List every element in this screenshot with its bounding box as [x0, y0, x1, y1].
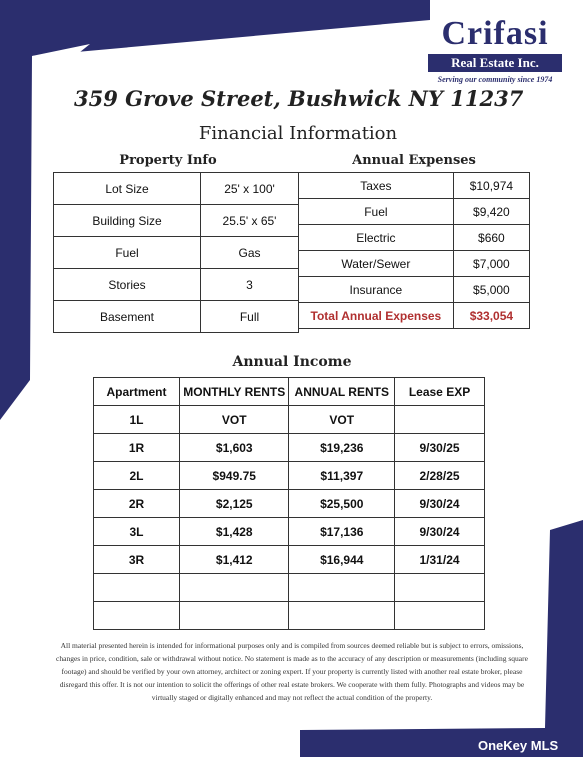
income-cell: VOT	[289, 406, 395, 434]
income-cell: $949.75	[180, 462, 289, 490]
income-cell	[395, 574, 485, 602]
annual-income-table	[93, 377, 485, 630]
income-cell: $2,125	[180, 490, 289, 518]
income-cell: 2R	[94, 490, 180, 518]
expense-total-row	[299, 303, 530, 329]
income-row	[94, 602, 485, 630]
income-cell	[289, 602, 395, 630]
property-label: Lot Size	[54, 173, 201, 205]
income-cell: $16,944	[289, 546, 395, 574]
income-cell: VOT	[180, 406, 289, 434]
expense-row	[299, 251, 530, 277]
income-cell: $25,500	[289, 490, 395, 518]
income-row	[94, 574, 485, 602]
annual-expenses-title: Annual Expenses	[352, 153, 476, 168]
property-row	[54, 269, 299, 301]
expense-total-value: $33,054	[453, 303, 529, 329]
expense-label: Water/Sewer	[299, 251, 454, 277]
property-row	[54, 173, 299, 205]
income-cell	[94, 574, 180, 602]
income-cell: $11,397	[289, 462, 395, 490]
expense-label: Taxes	[299, 173, 454, 199]
income-cell: 3L	[94, 518, 180, 546]
annual-income-title: Annual Income	[232, 354, 352, 370]
income-cell: $1,603	[180, 434, 289, 462]
property-value: 3	[201, 269, 299, 301]
watermark: OneKey MLS	[478, 738, 559, 753]
expense-row	[299, 199, 530, 225]
income-cell: $1,428	[180, 518, 289, 546]
expense-row	[299, 225, 530, 251]
company-logo	[420, 16, 570, 84]
logo-name: Crifasi	[441, 15, 549, 52]
income-cell	[395, 406, 485, 434]
income-header: Lease EXP	[395, 378, 485, 406]
property-value: 25.5' x 65'	[201, 205, 299, 237]
income-cell: 9/30/25	[395, 434, 485, 462]
expense-value: $9,420	[453, 199, 529, 225]
income-row	[94, 518, 485, 546]
expense-value: $5,000	[453, 277, 529, 303]
income-cell: $1,412	[180, 546, 289, 574]
income-cell: 9/30/24	[395, 490, 485, 518]
income-cell	[289, 574, 395, 602]
income-header: MONTHLY RENTS	[180, 378, 289, 406]
property-value: Full	[201, 301, 299, 333]
property-label: Building Size	[54, 205, 201, 237]
property-row	[54, 301, 299, 333]
income-header-row	[94, 378, 485, 406]
income-cell: 2/28/25	[395, 462, 485, 490]
income-row	[94, 406, 485, 434]
expense-label: Fuel	[299, 199, 454, 225]
expense-value: $7,000	[453, 251, 529, 277]
income-row	[94, 490, 485, 518]
property-row	[54, 237, 299, 269]
annual-expenses-table	[298, 172, 530, 329]
income-row	[94, 462, 485, 490]
income-cell: 9/30/24	[395, 518, 485, 546]
property-label: Basement	[54, 301, 201, 333]
expense-row	[299, 173, 530, 199]
section-title: Financial Information	[198, 123, 398, 144]
income-header: Apartment	[94, 378, 180, 406]
property-label: Fuel	[54, 237, 201, 269]
logo-tagline: Serving our community since 1974	[437, 75, 553, 84]
property-label: Stories	[54, 269, 201, 301]
property-value: Gas	[201, 237, 299, 269]
income-cell: $19,236	[289, 434, 395, 462]
property-address: 359 Grove Street, Bushwick NY 11237	[74, 86, 524, 111]
income-cell: 2L	[94, 462, 180, 490]
expense-label: Insurance	[299, 277, 454, 303]
disclaimer-text: All material presented herein is intended for informational purposes only and is compiled from sources deemed reliable but is subject to errors, omissions, changes in price, condition, sale or withdrawal without notice. No statement is made as to the accuracy of any description or measurements (including square footage) and should be verified by your own attorney, architect or zoning expert. If your property is currently listed with another real estate broker, please disregard this offer. It is not our intention to solicit the offerings of other real estate brokers. We cooperate with them fully. Photographs and videos may be virtually staged or digitally enhanced and may not reflect the actual condition of the property.	[56, 641, 528, 702]
logo-subtitle: Real Estate Inc.	[428, 54, 562, 72]
income-cell	[180, 602, 289, 630]
income-header: ANNUAL RENTS	[289, 378, 395, 406]
expense-total-label: Total Annual Expenses	[299, 303, 454, 329]
income-cell: 3R	[94, 546, 180, 574]
property-value: 25' x 100'	[201, 173, 299, 205]
income-cell	[180, 574, 289, 602]
income-cell	[395, 602, 485, 630]
expense-value: $10,974	[453, 173, 529, 199]
property-row	[54, 205, 299, 237]
income-cell: 1/31/24	[395, 546, 485, 574]
expense-row	[299, 277, 530, 303]
income-cell: 1R	[94, 434, 180, 462]
property-info-title: Property Info	[119, 153, 217, 168]
income-row	[94, 546, 485, 574]
income-cell: 1L	[94, 406, 180, 434]
property-info-table	[53, 172, 299, 333]
income-cell	[94, 602, 180, 630]
expense-value: $660	[453, 225, 529, 251]
expense-label: Electric	[299, 225, 454, 251]
income-cell: $17,136	[289, 518, 395, 546]
income-row	[94, 434, 485, 462]
